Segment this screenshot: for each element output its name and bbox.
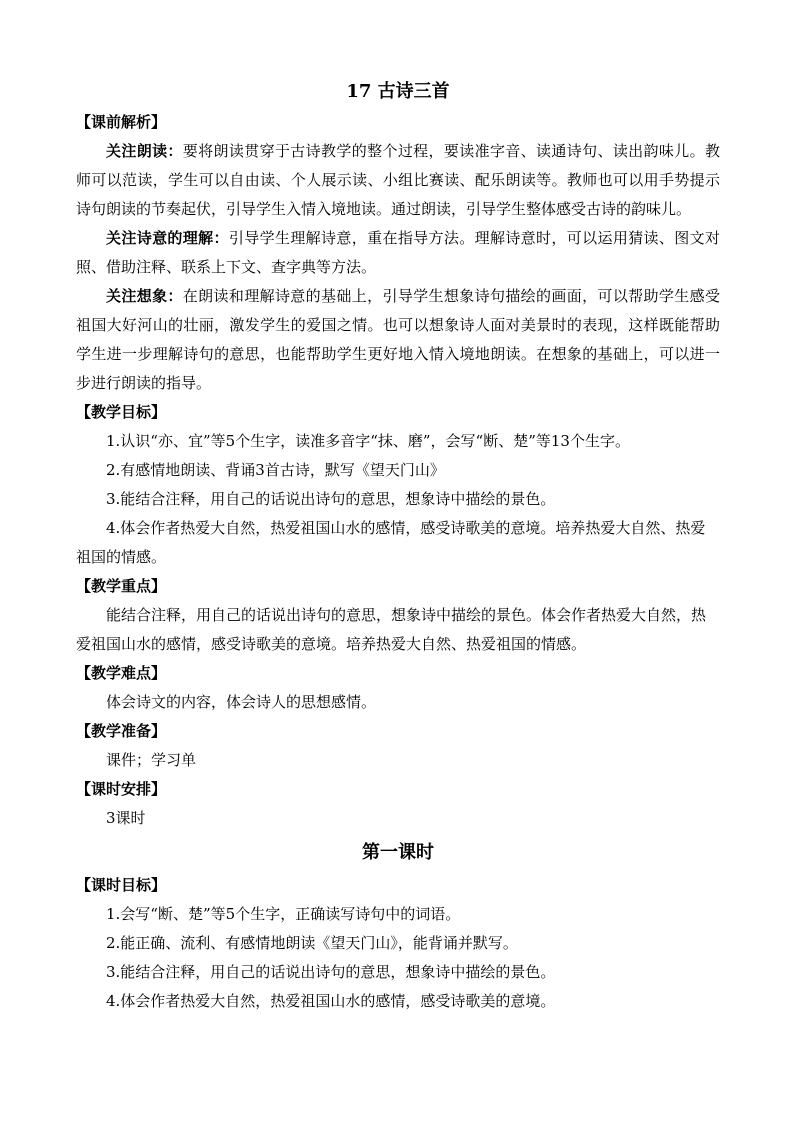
section-heading-preparation: 【教学准备】 (76, 722, 167, 740)
section-heading-objectives: 【教学目标】 (76, 403, 167, 421)
document-page (76, 78, 720, 1016)
paragraph-text: 在朗读和理解诗意的基础上，引导学生想象诗句描绘的画面，可以帮助学生感受祖国大好河山的壮丽，激发学生的爱国之情。也可以想象诗人面对美景时的表现，这样既能帮助学生进一步理解诗句的意思，也能帮助学生更好地入情入境地朗读。在想象的基础上，可以进一步进行朗读的指导。 (76, 287, 720, 392)
preparation-text: 课件；学习单 (106, 751, 197, 769)
section-heading-pre-analysis: 【课前解析】 (76, 113, 167, 131)
paragraph-label: 关注想象： (106, 287, 183, 305)
objective-item: 1.认识“亦、宜”等5个生字，读准多音字“抹、磨”，会写“断、楚”等13个生字。 (106, 432, 630, 450)
objective-item: 4.体会作者热爱大自然，热爱祖国山水的感情，感受诗歌美的意境。培养热爱大自然、热爱祖国的情感。 (76, 519, 706, 566)
paragraph-focus-reading (76, 137, 720, 224)
paragraph-label: 关注诗意的理解： (106, 229, 229, 247)
section-heading-key-points: 【教学重点】 (76, 577, 167, 595)
paragraph-label: 关注朗读： (106, 142, 183, 160)
objective-item: 2.有感情地朗读、背诵3首古诗，默写《望天门山》 (106, 461, 445, 479)
lesson-title: 第一课时 (362, 842, 434, 863)
section-heading-schedule: 【课时安排】 (76, 780, 167, 798)
lesson-objective-item: 2.能正确、流利、有感情地朗读《望天门山》，能背诵并默写。 (106, 934, 518, 952)
key-points-text: 能结合注释，用自己的话说出诗句的意思，想象诗中描绘的景色。体会作者热爱大自然，热爱祖国山水的感情，感受诗歌美的意境。培养热爱大自然、热爱祖国的情感。 (76, 606, 707, 653)
objective-item: 3.能结合注释，用自己的话说出诗句的意思，想象诗中描绘的景色。 (106, 490, 556, 508)
section-heading-lesson-objectives: 【课时目标】 (76, 876, 167, 894)
paragraph-text: 要将朗读贯穿于古诗教学的整个过程，要读准字音、读通诗句、读出韵味儿。教师可以范读，学生可以自由读、个人展示读、小组比赛读、配乐朗读等。教师也可以用手势提示诗句朗读的节奏起伏，引导学生入情入境地读。通过朗读，引导学生整体感受古诗的韵味儿。 (76, 142, 720, 218)
lesson-objective-item: 3.能结合注释，用自己的话说出诗句的意思，想象诗中描绘的景色。 (106, 963, 556, 981)
schedule-text: 3课时 (106, 809, 146, 827)
lesson-objective-item: 4.体会作者热爱大自然，热爱祖国山水的感情，感受诗歌美的意境。 (106, 992, 556, 1010)
paragraph-focus-imagination (76, 282, 720, 398)
section-heading-difficulties: 【教学难点】 (76, 664, 167, 682)
paragraph-focus-meaning (76, 224, 720, 282)
document-title: 17 古诗三首 (346, 81, 450, 102)
difficulties-text: 体会诗文的内容，体会诗人的思想感情。 (106, 693, 377, 711)
paragraph-text: 引导学生理解诗意，重在指导方法。理解诗意时，可以运用猜读、图文对照、借助注释、联系上下文、查字典等方法。 (76, 229, 720, 276)
lesson-objective-item: 1.会写“断、楚”等5个生字，正确读写诗句中的词语。 (106, 905, 461, 923)
